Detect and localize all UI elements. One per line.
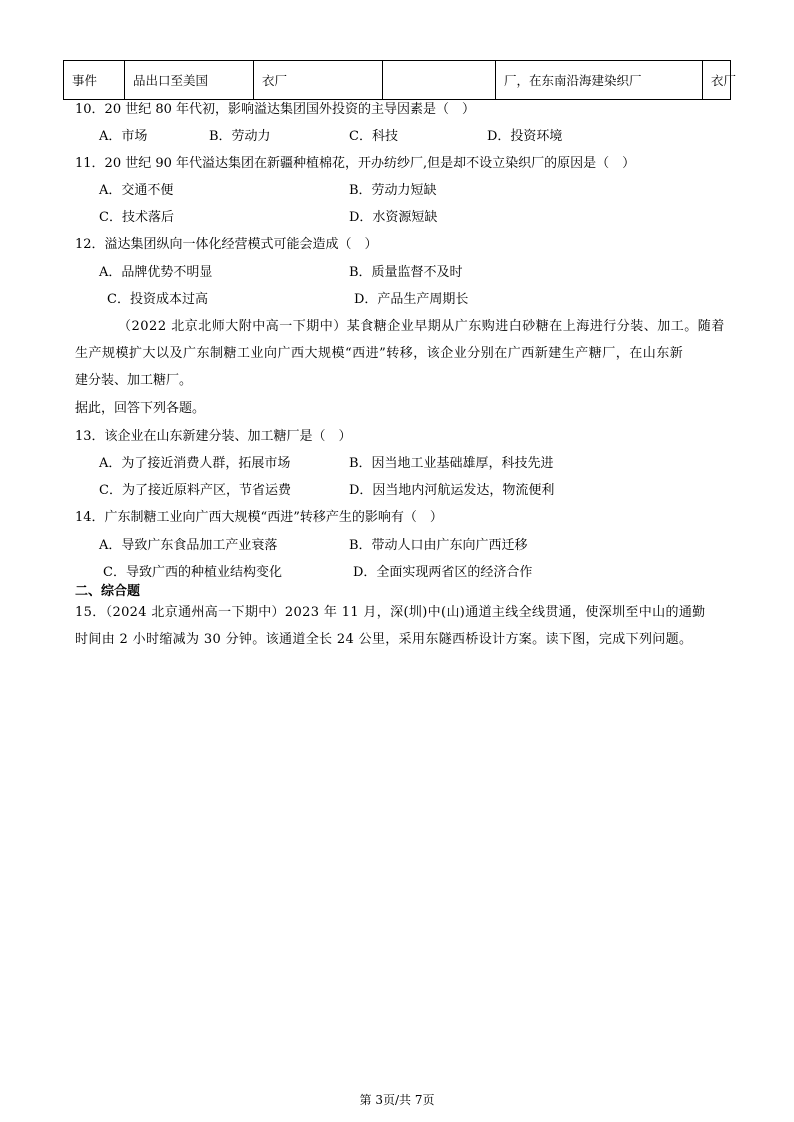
q13-option-a: A．为了接近消费人群，拓展市场 <box>99 456 291 471</box>
page-footer: 第 3页/共 7页 <box>359 1093 435 1107</box>
q14-option-a: A．导致广东食品加工产业衰落 <box>99 538 278 553</box>
table-cell: 厂，在东南沿海建染织厂 <box>496 61 703 100</box>
q11-option-c: C．技术落后 <box>99 210 174 225</box>
section-title: 二、综合题 <box>75 584 141 599</box>
passage-line-3: 建分装、加工糖厂。 <box>75 373 193 388</box>
event-table <box>63 60 737 100</box>
table-cell: 衣厂 <box>254 61 383 100</box>
table-cell: 品出口至美国 <box>125 61 254 100</box>
q10-option-b: B．劳动力 <box>209 129 271 144</box>
passage-line-1: （2022 北京北师大附中高一下期中）某食糖企业早期从广东购进白砂糖在上海进行分装、加工。随着 <box>118 319 725 334</box>
question-14-stem: 14．广东制糖工业向广西大规模“西进”转移产生的影响有（ ） <box>75 510 443 525</box>
table-cell: 衣厂 <box>703 61 731 100</box>
question-13-stem: 13．该企业在山东新建分装、加工糖厂是（ ） <box>75 429 352 444</box>
q14-option-c: C．导致广西的种植业结构变化 <box>103 565 282 580</box>
q12-option-d: D．产品生产周期长 <box>354 292 469 307</box>
passage-prompt: 据此，回答下列各题。 <box>75 401 206 416</box>
q11-option-b: B．劳动力短缺 <box>349 183 437 198</box>
q12-option-a: A．品牌优势不明显 <box>99 265 213 280</box>
question-15-line-1: 15．（2024 北京通州高一下期中）2023 年 11 月，深(圳)中(山)通道主线全线贯通，使深圳至中山的通勤 <box>75 605 706 620</box>
q11-option-a: A．交通不便 <box>99 183 174 198</box>
q10-option-d: D．投资环境 <box>487 129 563 144</box>
table-cell <box>383 61 496 100</box>
table-row <box>64 61 731 100</box>
q13-option-b: B．因当地工业基础雄厚，科技先进 <box>349 456 554 471</box>
q10-option-c: C．科技 <box>349 129 398 144</box>
question-10-stem: 10．20 世纪 80 年代初，影响溢达集团国外投资的主导因素是（ ） <box>75 102 476 117</box>
q13-option-c: C．为了接近原料产区，节省运费 <box>99 483 291 498</box>
question-11-stem: 11．20 世纪 90 年代溢达集团在新疆种植棉花，开办纺纱厂,但是却不设立染织厂的原因是（ ） <box>75 156 636 171</box>
q14-option-b: B．带动人口由广东向广西迁移 <box>349 538 528 553</box>
q12-option-c: C．投资成本过高 <box>107 292 208 307</box>
question-12-stem: 12．溢达集团纵向一体化经营模式可能会造成（ ） <box>75 237 378 252</box>
table-cell: 事件 <box>64 61 125 100</box>
question-15-line-2: 时间由 2 小时缩减为 30 分钟。该通道全长 24 公里，采用东隧西桥设计方案。读下图，完成下列问题。 <box>75 632 693 647</box>
q14-option-d: D．全面实现两省区的经济合作 <box>353 565 533 580</box>
passage-line-2: 生产规模扩大以及广东制糖工业向广西大规模“西进”转移，该企业分别在广西新建生产糖厂，在山东新 <box>75 346 684 361</box>
q12-option-b: B．质量监督不及时 <box>349 265 463 280</box>
q10-option-a: A．市场 <box>99 129 148 144</box>
q11-option-d: D．水资源短缺 <box>349 210 438 225</box>
q13-option-d: D．因当地内河航运发达，物流便利 <box>349 483 555 498</box>
